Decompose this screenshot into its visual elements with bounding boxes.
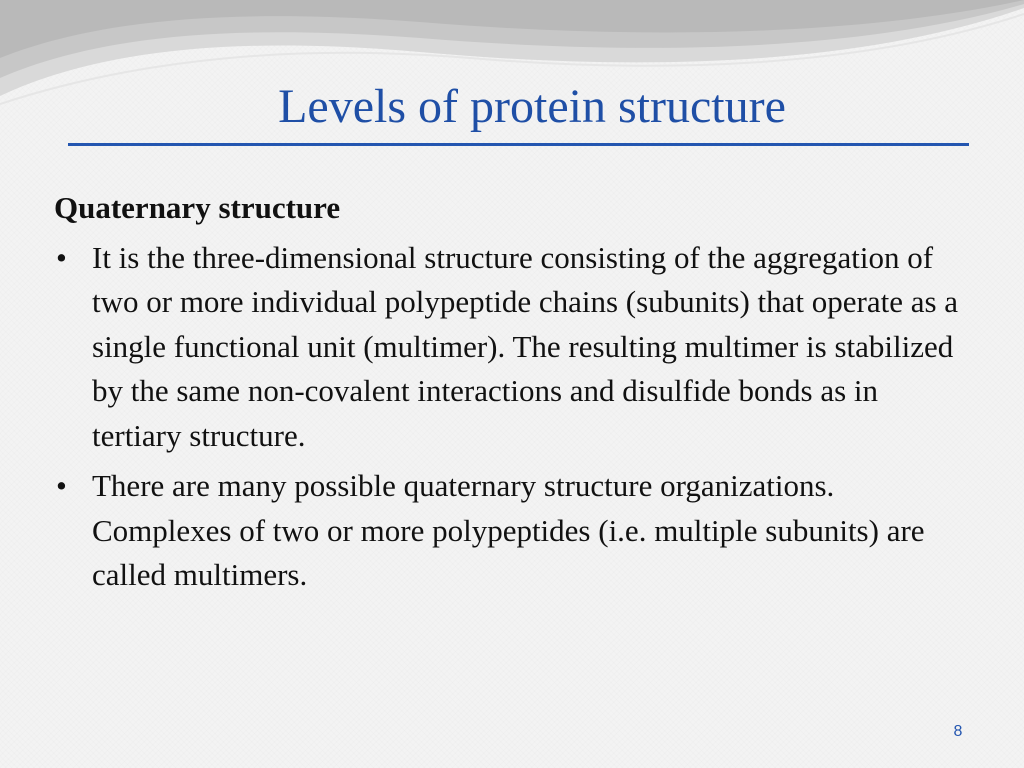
bullet-icon: •: [56, 468, 67, 503]
bullet-text: It is the three-dimensional structure consisting of the aggregation of two or more individual polypeptide chains (subunits) that operate as a single functional unit (multimer). The resulting multimer is stabilized by the same non-covalent interactions and disulfide bonds as in tertiary structure.: [92, 239, 959, 453]
title-underline: [68, 143, 969, 146]
section-heading: Quaternary structure: [54, 190, 341, 225]
bullet-list: [54, 236, 974, 598]
bullet-item: [54, 236, 974, 459]
slide-content: [54, 186, 974, 604]
page-number: 8: [953, 723, 963, 740]
bullet-icon: •: [56, 239, 67, 275]
bullet-item: [54, 464, 974, 598]
bullet-text: There are many possible quaternary structure organizations. Complexes of two or more polypeptides (i.e. multiple subunits) are called multimers.: [92, 468, 925, 592]
slide-title: Levels of protein structure: [278, 80, 786, 133]
